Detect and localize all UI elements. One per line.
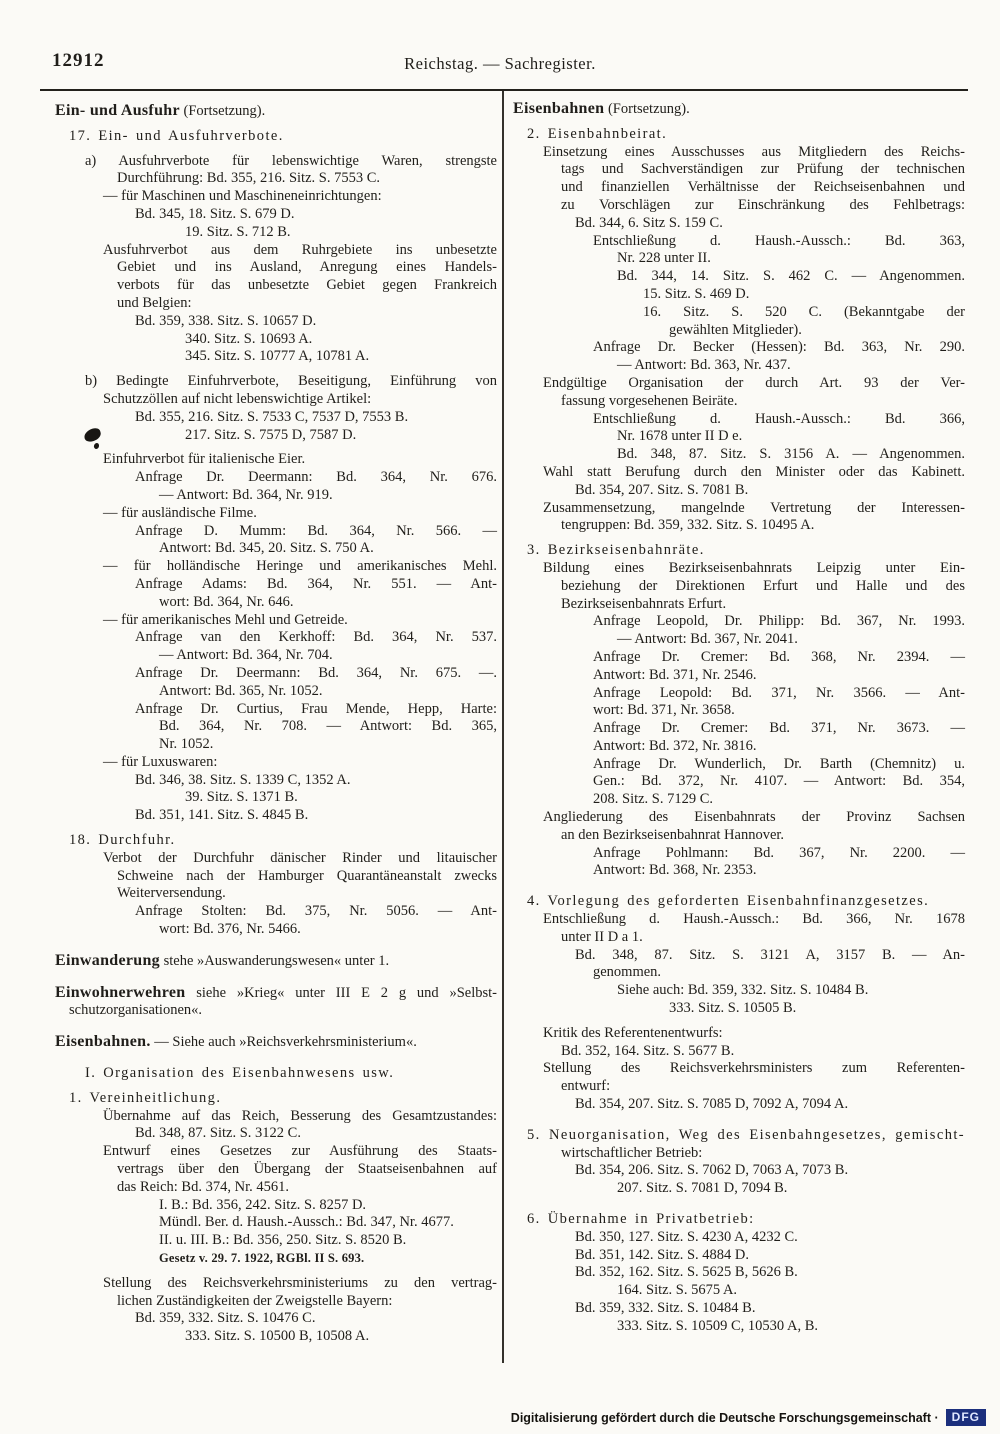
- index-line: 340. Sitz. S. 10693 A.: [185, 330, 313, 347]
- index-line: und finanziellen Verhältnisse der Reichseisenbahnen und: [561, 179, 965, 196]
- index-line: Übernahme auf das Reich, Besserung des Gesamtzustandes:: [103, 1107, 497, 1124]
- index-line: 18. Durchfuhr.: [69, 832, 176, 849]
- index-line: Bd. 352, 162. Sitz. S. 5625 B, 5626 B.: [575, 1264, 798, 1281]
- index-line: Einfuhrverbot für italienische Eier.: [103, 451, 306, 468]
- index-line: 16. Sitz. S. 520 C. (Bekanntgabe der: [643, 303, 965, 320]
- index-line: fassung vorgesehenen Beiräte.: [561, 392, 738, 409]
- index-line: Weiterversendung.: [117, 885, 226, 902]
- index-line: Antwort: Bd. 372, Nr. 3816.: [593, 737, 757, 754]
- index-line: Wahl statt Berufung durch den Minister oder das Kabinett.: [543, 463, 965, 480]
- index-line: entwurf:: [561, 1078, 611, 1095]
- index-line: 5. Neuorganisation, Weg des Eisenbahngesetzes, gemischt-: [527, 1126, 965, 1143]
- index-line: Ein- und Ausfuhr (Fortsetzung).: [55, 102, 266, 119]
- index-line: wort: Bd. 376, Nr. 5466.: [159, 921, 301, 938]
- index-line: Bd. 350, 127. Sitz. S. 4230 A, 4232 C.: [575, 1228, 798, 1245]
- index-line: Anfrage Dr. Deermann: Bd. 364, Nr. 676.: [135, 469, 497, 486]
- index-line: Angliederung des Eisenbahnrats der Provinz Sachsen: [543, 809, 965, 826]
- index-line: — Antwort: Bd. 364, Nr. 919.: [159, 486, 333, 503]
- index-line: Entschließung d. Haush.-Aussch.: Bd. 363,: [593, 232, 965, 249]
- index-line: Anfrage D. Mumm: Bd. 364, Nr. 566. —: [135, 522, 497, 539]
- index-line: vertrags über den Übergang der Staatseisenbahnen auf: [117, 1161, 497, 1178]
- index-line: Verbot der Durchfuhr dänischer Rinder und litauischer: [103, 849, 497, 866]
- index-line: Stellung des Reichsverkehrsministers zum Referenten-: [543, 1060, 965, 1077]
- digitization-footer: [511, 1409, 986, 1426]
- index-line: Einwanderung stehe »Auswanderungswesen« unter 1.: [55, 951, 390, 969]
- index-line: 1. Vereinheitlichung.: [69, 1089, 222, 1106]
- index-line: 345. Sitz. S. 10777 A, 10781 A.: [185, 348, 370, 365]
- index-line: Anfrage Adams: Bd. 364, Nr. 551. — Ant-: [135, 575, 497, 592]
- index-line: an den Bezirkseisenbahnrat Hannover.: [561, 826, 785, 843]
- index-line: Antwort: Bd. 368, Nr. 2353.: [593, 862, 757, 879]
- index-line: 164. Sitz. S. 5675 A.: [617, 1282, 738, 1299]
- index-line: — für Maschinen und Maschineneinrichtungen:: [103, 188, 382, 205]
- index-line: Ausfuhrverbot aus dem Ruhrgebiete ins unbesetzte: [103, 241, 497, 258]
- index-line: Anfrage Dr. Becker (Hessen): Bd. 363, Nr. 290.: [593, 339, 965, 356]
- index-line: Anfrage Pohlmann: Bd. 367, Nr. 2200. —: [593, 844, 965, 861]
- index-line: Bd. 359, 338. Sitz. S. 10657 D.: [135, 312, 317, 329]
- index-line: Stellung des Reichsverkehrsministeriums zu den vertrag-: [103, 1274, 497, 1291]
- index-line: 333. Sitz. S. 10509 C, 10530 A, B.: [617, 1317, 819, 1334]
- index-line: b) Bedingte Einfuhrverbote, Beseitigung, Einführung von: [85, 373, 497, 390]
- index-line: Bd. 352, 164. Sitz. S. 5677 B.: [561, 1042, 735, 1059]
- page-number: 12912: [52, 50, 105, 71]
- index-line: Bd. 348, 87. Sitz. S. 3156 A. — Angenommen.: [617, 446, 965, 463]
- index-line: 333. Sitz. S. 10500 B, 10508 A.: [185, 1328, 370, 1345]
- index-line: Anfrage Dr. Curtius, Frau Mende, Hepp, Harte:: [135, 700, 497, 717]
- index-line: 207. Sitz. S. 7081 D, 7094 B.: [617, 1180, 788, 1197]
- index-line: Bd. 354, 206. Sitz. S. 7062 D, 7063 A, 7073 B.: [575, 1162, 849, 1179]
- index-line: Bd. 354, 207. Sitz. S. 7085 D, 7092 A, 7094 A.: [575, 1096, 849, 1113]
- entry-keyword: Eisenbahnen: [513, 100, 605, 117]
- index-line: Einwohnerwehren siehe »Krieg« unter III E 2 g und »Selbst-: [55, 983, 497, 1001]
- column-divider: [502, 91, 504, 1363]
- index-line: Siehe auch: Bd. 359, 332. Sitz. S. 10484 B.: [617, 982, 869, 999]
- index-line: Bd. 359, 332. Sitz. S. 10484 B.: [575, 1300, 756, 1316]
- index-line: Bd. 345, 18. Sitz. S. 679 D.: [135, 205, 295, 222]
- index-line: Nr. 1678 unter II D e.: [617, 428, 743, 445]
- running-title: Reichstag. — Sachregister.: [404, 54, 596, 73]
- index-line: schutzorganisationen«.: [69, 1002, 203, 1019]
- index-line: Bildung eines Bezirkseisenbahnrats Leipzig unter Ein-: [543, 559, 965, 576]
- index-line: Anfrage van den Kerkhoff: Bd. 364, Nr. 537.: [135, 629, 497, 646]
- index-line: 4. Vorlegung des geforderten Eisenbahnfinanzgesetzes.: [527, 893, 930, 910]
- index-line: Bd. 354, 207. Sitz. S. 7081 B.: [575, 481, 749, 498]
- index-line: 333. Sitz. S. 10505 B.: [669, 1000, 797, 1017]
- index-line: Bd. 351, 141. Sitz. S. 4845 B.: [135, 807, 309, 824]
- index-line: 208. Sitz. S. 7129 C.: [593, 791, 714, 808]
- index-line: tags und Sachverständigen zur Prüfung der technischen: [561, 161, 965, 178]
- index-line: Zusammensetzung, mangelnde Vertretung der Interessen-: [543, 499, 965, 516]
- index-line: — Antwort: Bd. 364, Nr. 704.: [159, 647, 333, 664]
- index-line: Antwort: Bd. 371, Nr. 2546.: [593, 666, 757, 683]
- index-line: Bd. 351, 142. Sitz. S. 4884 D.: [575, 1246, 750, 1263]
- index-line: 217. Sitz. S. 7575 D, 7587 D.: [185, 426, 357, 443]
- index-line: Bd. 344, 6. Sitz S. 159 C.: [575, 214, 723, 231]
- index-line: a) Ausfuhrverbote für lebenswichtige Waren, strengste: [85, 152, 497, 169]
- index-line: — für holländische Heringe und amerikanisches Mehl.: [103, 558, 497, 575]
- index-line: wort: Bd. 364, Nr. 646.: [159, 593, 294, 610]
- index-line: Antwort: Bd. 365, Nr. 1052.: [159, 682, 323, 699]
- index-line: Entschließung d. Haush.-Aussch.: Bd. 366, Nr. 1678: [543, 911, 965, 928]
- index-line: I. Organisation des Eisenbahnwesens usw.: [85, 1065, 395, 1082]
- index-line: Anfrage Dr. Cremer: Bd. 371, Nr. 3673. —: [593, 720, 965, 737]
- index-line: zu Vorschlägen zur Einschränkung des Fehlbetrags:: [561, 196, 965, 213]
- entry-keyword: Eisenbahnen.: [55, 1033, 151, 1051]
- right-column: [513, 100, 965, 1336]
- index-line: — für Luxuswaren:: [103, 753, 218, 770]
- index-line: I. B.: Bd. 356, 242. Sitz. S. 8257 D.: [159, 1196, 367, 1213]
- index-line: Anfrage Dr. Cremer: Bd. 368, Nr. 2394. —: [593, 648, 965, 665]
- index-line: Schutzzöllen auf nicht lebenswichtige Artikel:: [103, 390, 372, 407]
- index-line: Schweine nach der Hamburger Quarantäneanstalt zwecks: [117, 867, 497, 884]
- index-line: Anfrage Stolten: Bd. 375, Nr. 5056. — Ant-: [135, 903, 497, 920]
- index-line: 2. Eisenbahnbeirat.: [527, 125, 668, 142]
- index-line: Entschließung d. Haush.-Aussch.: Bd. 366,: [593, 410, 965, 427]
- index-line: Gen.: Bd. 372, Nr. 4107. — Antwort: Bd. 354,: [593, 773, 965, 790]
- index-line: Bd. 344, 14. Sitz. S. 462 C. — Angenommen.: [617, 268, 965, 285]
- index-line: Bd. 355, 216. Sitz. S. 7533 C, 7537 D, 7553 B.: [135, 408, 409, 425]
- dfg-logo: DFG: [946, 1409, 986, 1426]
- index-line: beziehung der Direktionen Erfurt und Halle und des: [561, 577, 965, 594]
- index-line: tengruppen: Bd. 359, 332. Sitz. S. 10495 A.: [561, 517, 815, 534]
- index-line: Entwurf eines Gesetzes zur Ausführung des Staats-: [103, 1143, 497, 1160]
- index-line: Endgültige Organisation der durch Art. 93 der Ver-: [543, 374, 965, 391]
- index-line: Eisenbahnen. — Siehe auch »Reichsverkehrsministerium«.: [55, 1033, 417, 1051]
- index-line: Bezirkseisenbahnrats Erfurt.: [561, 595, 727, 612]
- footer-text: Digitalisierung gefördert durch die Deutsche Forschungsgemeinschaft ·: [510, 1410, 939, 1425]
- index-line: lichen Zuständigkeiten der Zweigstelle Bayern:: [117, 1292, 393, 1309]
- index-line: Bd. 346, 38. Sitz. S. 1339 C, 1352 A.: [135, 771, 351, 788]
- index-line: Kritik des Referentenentwurfs:: [543, 1024, 723, 1041]
- index-line: Bd. 359, 332. Sitz. S. 10476 C.: [135, 1310, 316, 1327]
- index-line: wirtschaftlicher Betrieb:: [561, 1144, 703, 1161]
- index-line: Gesetz v. 29. 7. 1922, RGBl. II S. 693.: [159, 1251, 365, 1266]
- index-line: Anfrage Dr. Deermann: Bd. 364, Nr. 675. —.: [135, 664, 497, 681]
- index-line: Anfrage Dr. Wunderlich, Dr. Barth (Chemnitz) u.: [593, 755, 965, 772]
- index-line: 39. Sitz. S. 1371 B.: [185, 789, 298, 806]
- index-line: 3. Bezirkseisenbahnräte.: [527, 542, 705, 559]
- index-line: Nr. 228 unter II.: [617, 250, 711, 267]
- index-line: Anfrage Leopold, Dr. Philipp: Bd. 367, Nr. 1993.: [593, 613, 965, 630]
- index-line: das Reich: Bd. 374, Nr. 4561.: [117, 1178, 289, 1195]
- index-line: — Antwort: Bd. 367, Nr. 2041.: [617, 631, 798, 648]
- index-line: 17. Ein- und Ausfuhrverbote.: [69, 127, 284, 144]
- index-line: 6. Übernahme in Privatbetrieb:: [527, 1211, 755, 1228]
- index-line: Bd. 348, 87. Sitz. S. 3121 A, 3157 B. — An-: [575, 946, 965, 963]
- entry-keyword: Ein- und Ausfuhr: [55, 102, 180, 119]
- index-line: II. u. III. B.: Bd. 356, 250. Sitz. S. 8520 B.: [159, 1232, 407, 1249]
- index-line: 15. Sitz. S. 469 D.: [643, 285, 750, 302]
- index-line: Mündl. Ber. d. Haush.-Aussch.: Bd. 347, Nr. 4677.: [159, 1214, 454, 1231]
- index-line: Antwort: Bd. 345, 20. Sitz. S. 750 A.: [159, 540, 374, 557]
- entry-keyword: Einwohnerwehren: [55, 983, 186, 1001]
- index-line: Bd. 348, 87. Sitz. S. 3122 C.: [135, 1125, 301, 1142]
- index-line: — Antwort: Bd. 363, Nr. 437.: [617, 357, 791, 374]
- index-line: — für ausländische Filme.: [103, 504, 257, 521]
- index-line: Nr. 1052.: [159, 736, 214, 753]
- index-line: und Belgien:: [117, 294, 192, 311]
- index-line: gewählten Mitglieder).: [669, 321, 802, 338]
- index-line: wort: Bd. 371, Nr. 3658.: [593, 702, 735, 719]
- index-line: 19. Sitz. S. 712 B.: [185, 223, 291, 240]
- header-rule: [40, 89, 968, 91]
- entry-keyword: Einwanderung: [55, 951, 160, 969]
- index-line: Bd. 364, Nr. 708. — Antwort: Bd. 365,: [159, 718, 497, 735]
- index-line: Gebiet und ins Ausland, Anregung eines Handels-: [117, 259, 497, 276]
- index-line: unter II D a 1.: [561, 928, 643, 945]
- index-line: Durchführung: Bd. 355, 216. Sitz. S. 7553 C.: [117, 170, 381, 187]
- index-line: verbots für das unbesetzte Gebiet gegen Frankreich: [117, 277, 497, 294]
- index-line: Anfrage Leopold: Bd. 371, Nr. 3566. — Ant-: [593, 684, 965, 701]
- index-line: genommen.: [593, 964, 662, 981]
- index-line: Eisenbahnen (Fortsetzung).: [513, 100, 690, 117]
- index-line: Einsetzung eines Ausschusses aus Mitgliedern des Reichs-: [543, 143, 965, 160]
- index-line: — für amerikanisches Mehl und Getreide.: [103, 611, 348, 628]
- left-column: [55, 102, 497, 1346]
